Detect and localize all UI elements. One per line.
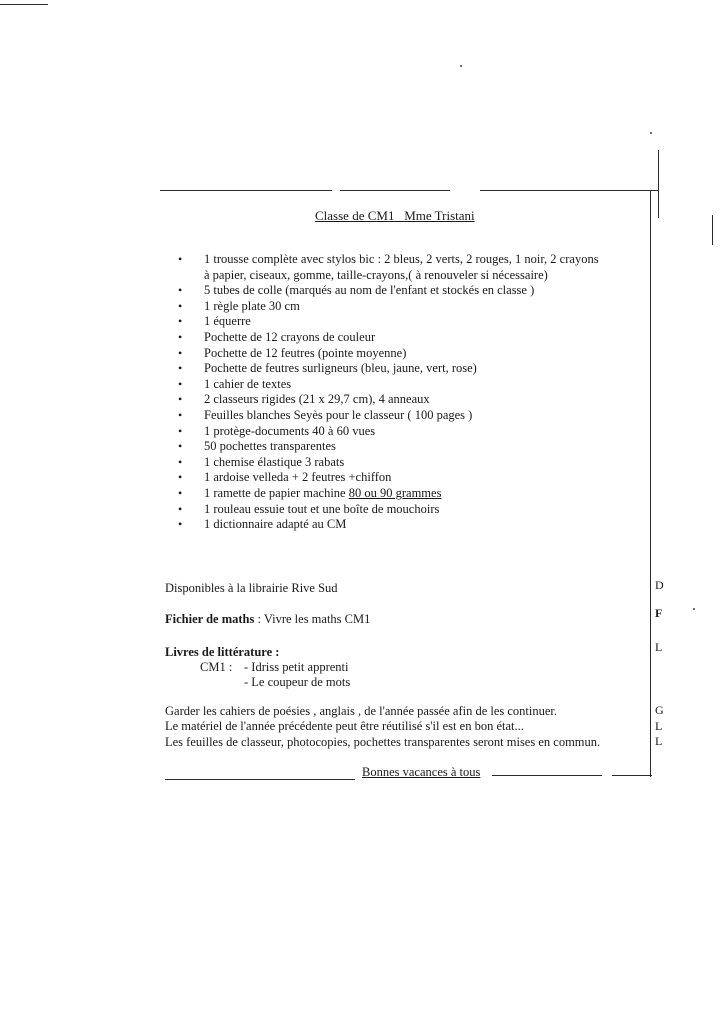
top-rule-right xyxy=(480,190,650,191)
margin-letter: G xyxy=(655,703,664,717)
margin-letter: D xyxy=(655,578,664,592)
margin-letter: L xyxy=(655,640,663,654)
list-item: • 1 trousse complète avec stylos bic : 2 bleus, 2 verts, 2 rouges, 1 noir, 2 crayons à papier, ciseaux, gomme, taille-crayons,( à renouveler si nécessaire) xyxy=(178,252,599,283)
list-item: • Pochette de feutres surligneurs (bleu, jaune, vert, rose) xyxy=(178,361,599,377)
math-value: : Vivre les maths CM1 xyxy=(254,612,371,626)
note-line: Garder les cahiers de poésies , anglais , de l'année passée afin de les continuer. xyxy=(165,704,558,718)
list-item: • Feuilles blanches Seyès pour le classeur ( 100 pages ) xyxy=(178,408,599,424)
top-rule-mid xyxy=(340,190,450,191)
list-item: • 1 règle plate 30 cm xyxy=(178,299,599,315)
scan-speck xyxy=(650,132,652,134)
list-item: • 1 rouleau essuie tout et une boîte de mouchoirs xyxy=(178,502,599,518)
list-item: • 50 pochettes transparentes xyxy=(178,439,599,455)
list-item: • 1 chemise élastique 3 rabats xyxy=(178,455,599,471)
availability-note: Disponibles à la librairie Rive Sud xyxy=(165,581,338,595)
list-item: • Pochette de 12 crayons de couleur xyxy=(178,330,599,346)
far-edge-line xyxy=(712,215,713,245)
list-item: • 1 équerre xyxy=(178,314,599,330)
list-item: • 1 ramette de papier machine 80 ou 90 grammes xyxy=(178,486,599,502)
bottom-rule-right xyxy=(492,775,602,776)
list-item: • 5 tubes de colle (marqués au nom de l'enfant et stockés en classe ) xyxy=(178,283,599,299)
list-item: • 1 cahier de textes xyxy=(178,377,599,393)
literature-book: - Idriss petit apprenti xyxy=(244,660,349,674)
teacher-name: Mme Tristani xyxy=(404,208,475,223)
frame-right-tab xyxy=(650,190,658,191)
list-item: • 1 dictionnaire adapté au CM xyxy=(178,517,599,533)
margin-letter: L xyxy=(655,734,663,748)
note-line: Les feuilles de classeur, photocopies, pochettes transparentes seront mises en commun. xyxy=(165,735,601,749)
margin-letter: L xyxy=(655,719,663,733)
page-title xyxy=(315,208,475,224)
list-item: • 1 ardoise velleda + 2 feutres +chiffon xyxy=(178,470,599,486)
list-item: • Pochette de 12 feutres (pointe moyenne) xyxy=(178,346,599,362)
literature-heading: Livres de littérature : xyxy=(165,645,280,659)
math-line xyxy=(165,612,370,627)
supply-list xyxy=(178,252,599,533)
scan-speck xyxy=(693,608,695,610)
frame-right-border xyxy=(650,190,651,777)
outer-edge-line xyxy=(658,150,659,218)
closing-text: Bonnes vacances à tous xyxy=(362,765,481,779)
top-rule-left xyxy=(160,190,332,191)
math-label: Fichier de maths xyxy=(165,612,255,626)
bottom-rule-end xyxy=(612,775,652,776)
note-line: Le matériel de l'année précédente peut être réutilisé s'il est en bon état... xyxy=(165,719,524,733)
literature-level: CM1 : xyxy=(200,660,233,674)
list-item: • 1 protège-documents 40 à 60 vues xyxy=(178,424,599,440)
list-item: • 2 classeurs rigides (21 x 29,7 cm), 4 anneaux xyxy=(178,392,599,408)
literature-book: - Le coupeur de mots xyxy=(244,675,351,689)
scan-speck xyxy=(460,65,462,67)
bottom-rule-left xyxy=(165,779,355,780)
corner-scan-mark xyxy=(0,4,48,5)
margin-letter: F xyxy=(655,606,663,620)
class-label: Classe de CM1 xyxy=(315,208,395,223)
paper-weight: 80 ou 90 grammes xyxy=(348,485,442,500)
